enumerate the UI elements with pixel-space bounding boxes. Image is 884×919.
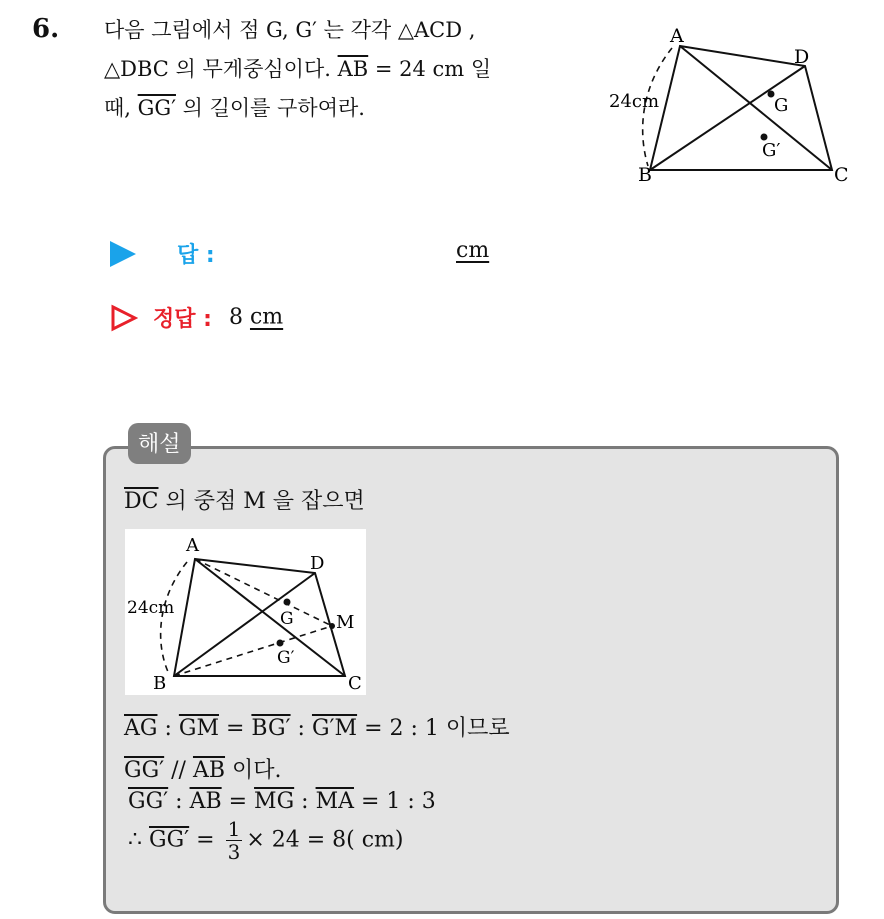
point-g-prime-dot [277, 640, 284, 647]
segment-gg-prime: GG′ [128, 789, 169, 814]
question-text: = 24 cm 일 [368, 57, 492, 81]
solution-parallel-line [124, 753, 282, 784]
solution-ratio-line [124, 711, 510, 742]
solution-tag: 해설 [128, 423, 191, 464]
equals-sign: = [189, 827, 222, 853]
length-label: 24cm [127, 598, 175, 618]
point-label-g: G [774, 95, 789, 116]
answer-row [110, 238, 490, 269]
point-label-g-prime: G′ [277, 648, 295, 668]
segment-ab: $\overline{AB}$ [192, 758, 226, 783]
segment-mg: $\overline{MG}$ [254, 789, 295, 814]
point-label-c: C [834, 164, 849, 186]
solution-text: = 1 : 3 [353, 789, 436, 814]
answer-unit: cm [456, 238, 490, 263]
fraction-numerator: 1 [227, 817, 241, 841]
segment-g-prime-m: G′M [311, 716, 358, 741]
segment-gg-prime: GG′ [137, 96, 176, 120]
diagonal-ac [195, 559, 345, 676]
question-text-line-2 [104, 53, 491, 83]
point-label-b: B [638, 164, 652, 186]
outline-triangle-icon [110, 304, 138, 332]
segment-ag: $\overline{AG}$ [124, 716, 158, 741]
answer-label: 답 : [177, 243, 215, 268]
point-label-d: D [310, 553, 325, 574]
solution-calc-line [128, 818, 404, 863]
parallel-symbol: // [164, 758, 193, 783]
correct-answer-unit: cm [249, 304, 284, 330]
segment-bg-prime: BG′ [251, 716, 291, 741]
ratio-colon: : [157, 716, 179, 741]
solution-ratio2-line [128, 789, 436, 814]
question-text-line-1 [104, 14, 475, 44]
length-arc [161, 562, 187, 674]
solution-text: 의 중점 M 을 잡으면 [158, 489, 365, 514]
question-text: 다음 그림에서 점 G, G′ 는 각각 △ACD , [104, 18, 476, 42]
ratio-colon: : [294, 789, 316, 814]
segment-ma: $\overline{MA}$ [315, 789, 354, 814]
fraction [226, 818, 243, 863]
segment-gg-prime: GG′ [149, 827, 190, 853]
fraction-denominator: 3 [227, 840, 241, 864]
point-label-a: A [186, 535, 199, 556]
correct-answer-row [110, 302, 283, 333]
question-text: 의 길이를 구하여라. [175, 96, 365, 120]
segment-gg-prime: GG′ [124, 758, 165, 783]
equals-sign: = [221, 789, 255, 814]
correct-answer-value: 8 [228, 304, 243, 330]
diagonal-bd [650, 66, 805, 170]
play-triangle-icon [110, 241, 136, 267]
segment-ab: $\overline{AB}$ [337, 57, 369, 81]
question-text-line-3 [104, 92, 365, 122]
problem-figure [600, 18, 860, 188]
point-label-g: G [280, 609, 294, 629]
point-label-a: A [670, 25, 684, 47]
point-label-d: D [794, 46, 810, 68]
point-label-g-prime: G′ [762, 140, 781, 161]
segment-gm: $\overline{GM}$ [178, 716, 219, 741]
solution-text: = 2 : 1 이므로 [357, 716, 510, 741]
point-m-dot [329, 623, 335, 629]
segment-ab: $\overline{AB}$ [189, 789, 222, 814]
point-label-c: C [348, 673, 362, 694]
solution-figure [125, 529, 366, 695]
ratio-colon: : [168, 789, 190, 814]
segment-dc: $\overline{DC}$ [124, 489, 159, 514]
therefore-symbol: ∴ [128, 827, 149, 853]
correct-answer-label: 정답 : [153, 307, 212, 332]
question-text: 때, [104, 96, 138, 120]
length-label: 24cm [609, 91, 660, 112]
ratio-colon: : [290, 716, 312, 741]
point-label-b: B [153, 673, 167, 694]
median-bm [174, 626, 332, 676]
question-number: 6. [32, 14, 60, 44]
point-g-dot [284, 599, 291, 606]
equals-sign: = [218, 716, 252, 741]
solution-line-1 [124, 484, 365, 515]
solution-text: × 24 = 8( cm) [246, 827, 404, 853]
solution-text: 이다. [225, 758, 282, 783]
question-text: △DBC 의 무게중심이다. [104, 57, 338, 81]
point-label-m: M [336, 612, 355, 633]
